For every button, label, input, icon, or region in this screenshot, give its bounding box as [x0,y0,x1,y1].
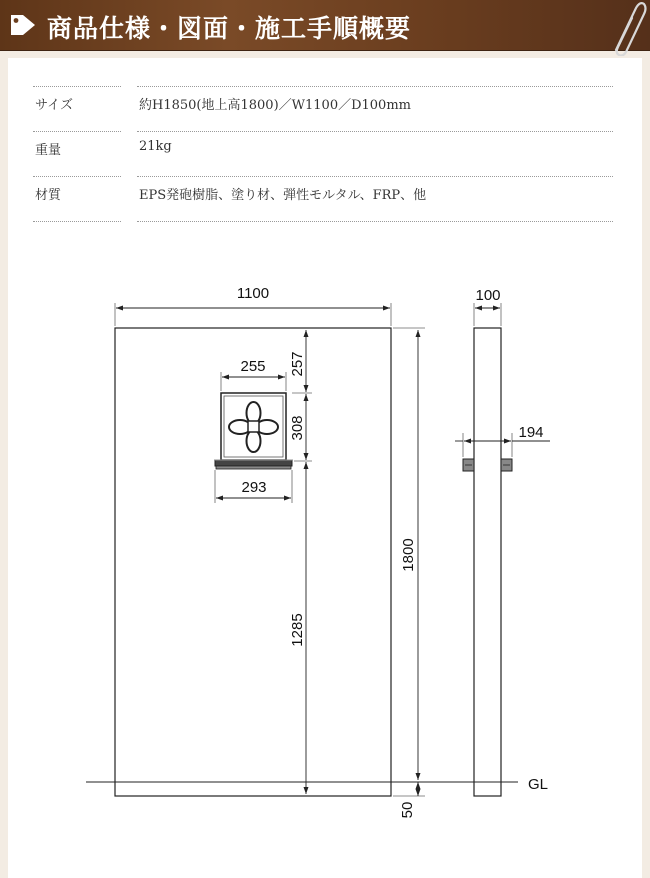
dimension-label: 50 [399,801,416,819]
spec-label: サイズ [35,98,73,113]
dimension-label: 1800 [400,538,417,572]
shelf [215,460,292,469]
dimension-label: 257 [289,351,306,377]
dimension-label: 100 [475,287,501,304]
spec-value: 21kg [139,139,172,154]
dimension-shelf-depth [455,424,550,457]
spec-value: 約H1850(地上高1800)／W1100／D100mm [139,98,411,113]
dimension-label: 255 [240,358,266,375]
dimension-buried-depth [393,782,425,818]
dimension-label: 194 [518,424,544,441]
header-title: 商品仕様・図面・施工手順概要 [47,14,412,43]
dimension-label: 293 [241,479,267,496]
spec-label: 重量 [35,143,62,158]
dimension-label: 1100 [236,285,270,302]
dimension-depth [474,287,501,326]
window-ornament [221,393,286,460]
spec-value: EPS発砲樹脂、塗り材、弾性モルタル、FRP、他 [139,188,427,203]
ground-label: GL [528,776,549,793]
side-panel [474,328,501,796]
dimension-height [393,328,425,782]
spec-label: 材質 [35,188,62,203]
dimension-width [115,285,391,326]
dimension-label: 1285 [289,613,306,647]
dimension-label: 308 [289,415,306,441]
